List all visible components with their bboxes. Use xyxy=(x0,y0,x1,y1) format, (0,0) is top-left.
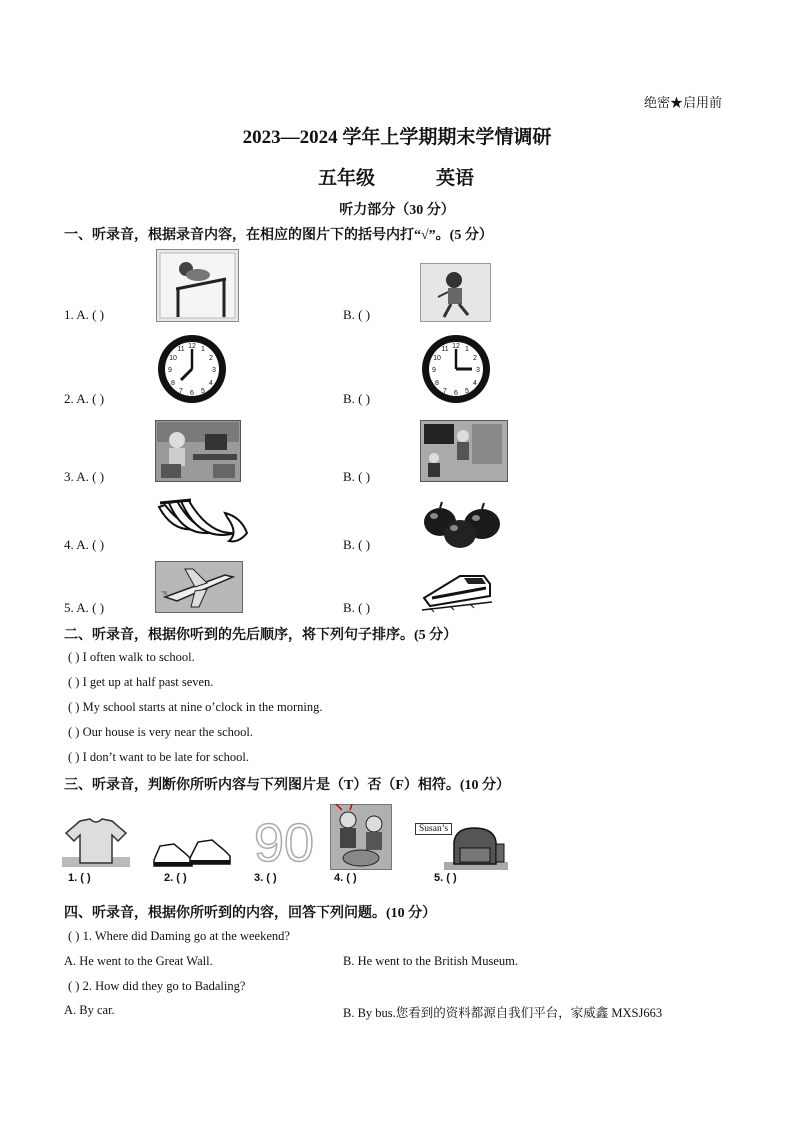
svg-text:9: 9 xyxy=(432,367,436,374)
svg-text:4: 4 xyxy=(473,380,477,387)
svg-text:7: 7 xyxy=(443,388,447,395)
svg-text:5: 5 xyxy=(465,388,469,395)
svg-text:10: 10 xyxy=(433,355,441,362)
q4-1-option-a: A. He went to the Great Wall. xyxy=(64,954,213,968)
q4-2-option-b: B. By bus.您看到的资料都源自我们平台，家威鑫 MXSJ663 xyxy=(343,1006,663,1020)
sentence-5: ( ) I don’t want to be late for school. xyxy=(68,750,249,764)
s3-caption-2: 2. ( ) xyxy=(164,872,187,884)
q5a-picture-plane xyxy=(155,561,243,613)
q5-option-a: 5. A. ( ) xyxy=(64,600,105,615)
q5-option-b: B. ( ) xyxy=(343,600,371,615)
s3-caption-1: 1. ( ) xyxy=(68,872,91,884)
svg-text:4: 4 xyxy=(209,380,213,387)
q2b-clock-three-oclock xyxy=(420,333,492,405)
q3-option-a: 3. A. ( ) xyxy=(64,469,105,484)
section3-heading: 三、听录音，判断你所听内容与下列图片是（T）否（F）相符。(10 分） xyxy=(64,778,511,793)
svg-text:11: 11 xyxy=(441,346,449,353)
s3-picture-two-kids xyxy=(330,804,392,870)
section1-heading: 一、听录音，根据录音内容，在相应的图片下的括号内打“√”。(5 分） xyxy=(64,228,493,243)
q4-2-option-a: A. By car. xyxy=(64,1003,115,1017)
svg-text:11: 11 xyxy=(177,346,185,353)
q4a-picture-bananas xyxy=(155,497,251,547)
q4b-picture-apples xyxy=(420,500,504,550)
q3-option-b: B. ( ) xyxy=(343,469,371,484)
svg-text:3: 3 xyxy=(476,367,480,374)
s3-caption-5: 5. ( ) xyxy=(434,872,457,884)
svg-text:8: 8 xyxy=(171,380,175,387)
q4-option-b: B. ( ) xyxy=(343,537,371,552)
q3a-picture-messy-desk xyxy=(155,420,241,482)
svg-text:1: 1 xyxy=(201,346,205,353)
q1-option-b: B. ( ) xyxy=(343,307,371,322)
q4-option-a: 4. A. ( ) xyxy=(64,537,105,552)
q1-option-a: 1. A. ( ) xyxy=(64,307,105,322)
sentence-2: ( ) I get up at half past seven. xyxy=(68,675,214,689)
sentence-3: ( ) My school starts at nine o’clock in the morning. xyxy=(68,700,323,714)
q4-1-option-b: B. He went to the British Museum. xyxy=(343,954,518,968)
svg-text:9: 9 xyxy=(168,367,172,374)
q2a-clock-eight-oclock xyxy=(156,333,228,405)
sentence-4: ( ) Our house is very near the school. xyxy=(68,725,254,739)
q3b-picture-classroom xyxy=(420,420,508,482)
q2-option-b: B. ( ) xyxy=(343,391,371,406)
s3-picture-tshirt xyxy=(62,817,130,867)
svg-text:10: 10 xyxy=(169,355,177,362)
svg-text:6: 6 xyxy=(454,390,458,397)
q1b-picture-girl-running xyxy=(420,263,491,322)
s3-bag-label: Susan’s xyxy=(415,823,452,835)
svg-text:6: 6 xyxy=(190,390,194,397)
svg-text:5: 5 xyxy=(201,388,205,395)
s3-caption-3: 3. ( ) xyxy=(254,872,277,884)
section4-heading: 四、听录音，根据你所听到的内容，回答下列问题。(10 分） xyxy=(64,906,437,921)
svg-text:12: 12 xyxy=(188,343,196,350)
exam-title: 2023—2024 学年上学期期末学情调研 xyxy=(242,127,552,148)
s3-caption-4: 4. ( ) xyxy=(334,872,357,884)
q2-option-a: 2. A. ( ) xyxy=(64,391,105,406)
listening-part-title: 听力部分（30 分） xyxy=(339,203,455,218)
svg-text:12: 12 xyxy=(452,343,460,350)
sentence-1: ( ) I often walk to school. xyxy=(68,650,195,664)
q5b-picture-train xyxy=(420,568,494,613)
svg-text:8: 8 xyxy=(435,380,439,387)
grade-label: 五年级 xyxy=(318,168,376,189)
subject-label: 英语 xyxy=(436,168,475,189)
svg-text:2: 2 xyxy=(209,355,213,362)
svg-text:7: 7 xyxy=(179,388,183,395)
section2-heading: 二、听录音，根据你听到的先后顺序，将下列句子排序。(5 分） xyxy=(64,628,458,643)
s3-picture-shoes xyxy=(152,836,232,870)
svg-text:3: 3 xyxy=(212,367,216,374)
s3-picture-number-ninety: 90 xyxy=(254,813,315,873)
q4-2-question: ( ) 2. How did they go to Badaling? xyxy=(68,979,246,993)
svg-text:1: 1 xyxy=(465,346,469,353)
q4-1-question: ( ) 1. Where did Daming go at the weekend? xyxy=(68,929,290,943)
s3-picture-schoolbag xyxy=(444,824,508,870)
svg-text:2: 2 xyxy=(473,355,477,362)
confidential-mark: 绝密★启用前 xyxy=(644,95,723,110)
q1a-picture-girl-jumping xyxy=(156,249,239,322)
